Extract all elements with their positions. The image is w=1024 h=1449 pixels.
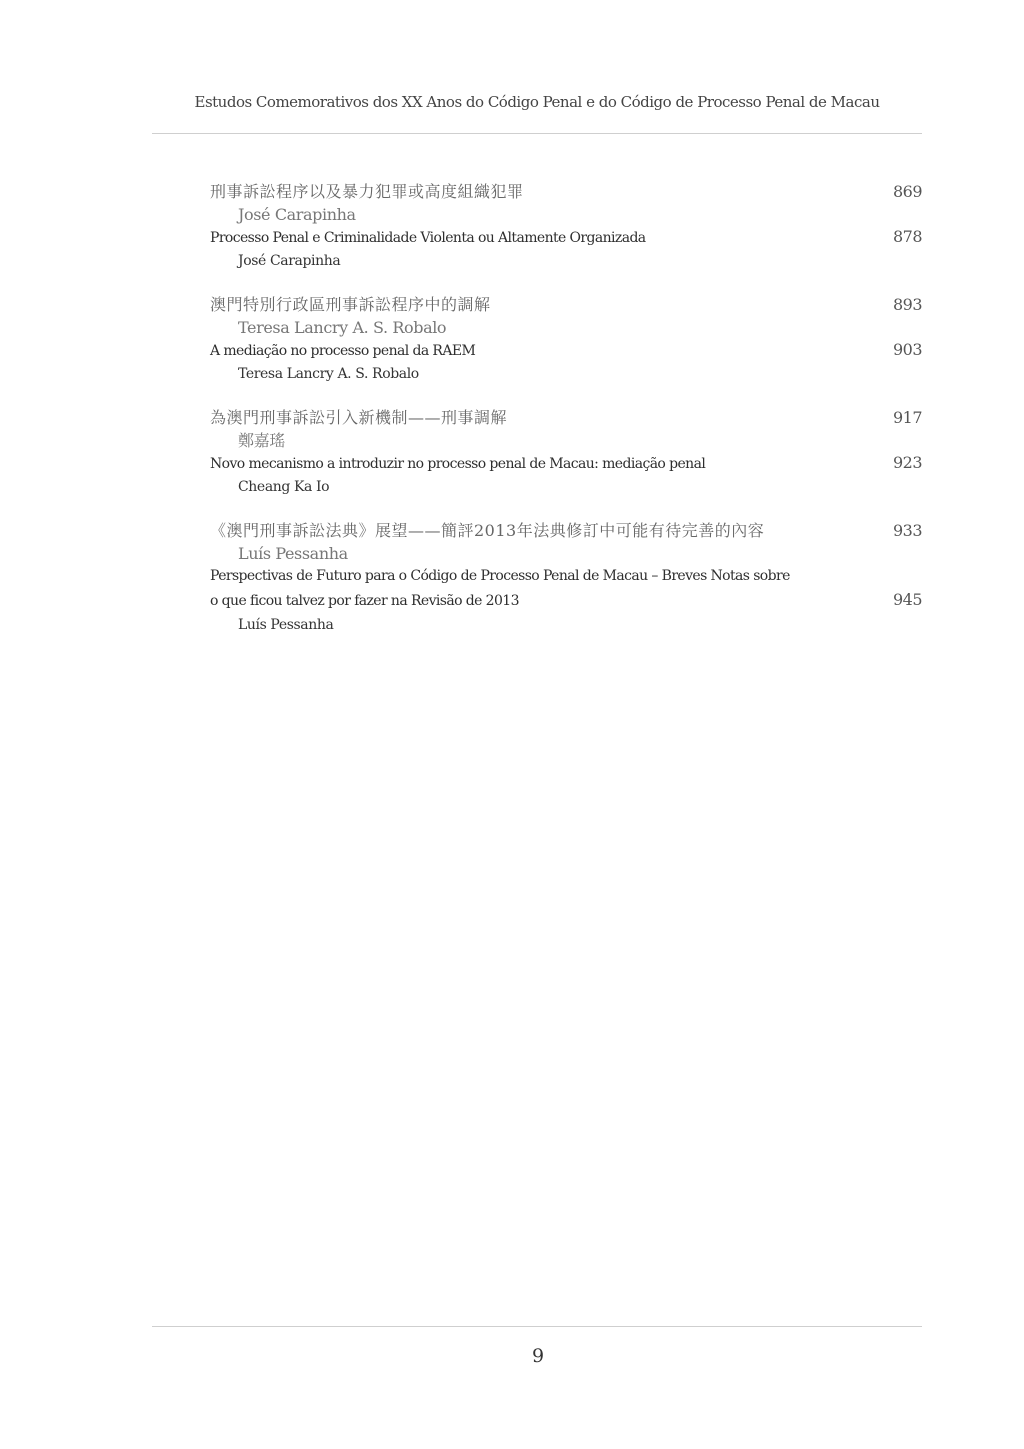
toc-entry-page: 903 [892,340,922,359]
toc-entry-portuguese[interactable] [210,226,922,273]
toc-entry-page: 878 [892,227,922,246]
toc-entry-author: Luís Pessanha [238,617,334,633]
toc-entry-author: Teresa Lancry A. S. Robalo [238,366,419,382]
running-header: Estudos Comemorativos dos XX Anos do Código Penal e do Código de Processo Penal de Macau [194,93,880,111]
toc-entry-title: A mediação no processo penal da RAEM [210,343,476,359]
toc-group [210,293,922,386]
table-of-contents [210,180,922,657]
toc-entry-title: Processo Penal e Criminalidade Violenta ou Altamente Organizada [210,230,646,246]
toc-entry-chinese[interactable] [210,519,922,565]
toc-entry-page: 917 [892,408,922,427]
toc-entry-author: 鄭嘉瑤 [238,431,285,450]
toc-entry-chinese[interactable] [210,180,922,226]
toc-entry-page: 945 [892,590,922,609]
toc-entry-portuguese[interactable] [210,452,922,499]
toc-group [210,180,922,273]
toc-entry-title: 刑事訴訟程序以及暴力犯罪或高度組織犯罪 [210,182,524,201]
toc-entry-page: 893 [892,295,922,314]
toc-entry-author: José Carapinha [238,205,356,224]
toc-entry-title: 為澳門刑事訴訟引入新機制——刑事調解 [210,408,508,427]
toc-entry-title: Novo mecanismo a introduzir no processo penal de Macau: mediação penal [210,456,706,472]
header-rule [152,133,922,134]
toc-entry-page: 933 [892,521,922,540]
toc-entry-author: Luís Pessanha [238,544,348,563]
toc-entry-page: 923 [892,453,922,472]
toc-entry-chinese[interactable] [210,406,922,452]
toc-entry-portuguese[interactable] [210,565,922,637]
toc-group [210,406,922,499]
toc-entry-chinese[interactable] [210,293,922,339]
toc-entry-title-line-2: o que ficou talvez por fazer na Revisão de 2013 [210,593,519,609]
footer-rule [152,1326,922,1327]
toc-group [210,519,922,637]
toc-entry-title: 《澳門刑事訴訟法典》展望——簡評2013年法典修訂中可能有待完善的內容 [210,521,765,540]
toc-entry-title: 澳門特別行政區刑事訴訟程序中的調解 [210,295,491,314]
toc-entry-author: Cheang Ka Io [238,479,330,495]
toc-entry-portuguese[interactable] [210,339,922,386]
toc-entry-title-line-1: Perspectivas de Futuro para o Código de Processo Penal de Macau – Breves Notas sobre [210,568,790,584]
toc-entry-page: 869 [892,182,922,201]
toc-entry-author: José Carapinha [238,253,341,269]
toc-entry-author: Teresa Lancry A. S. Robalo [238,318,447,337]
page-number: 9 [531,1345,545,1367]
